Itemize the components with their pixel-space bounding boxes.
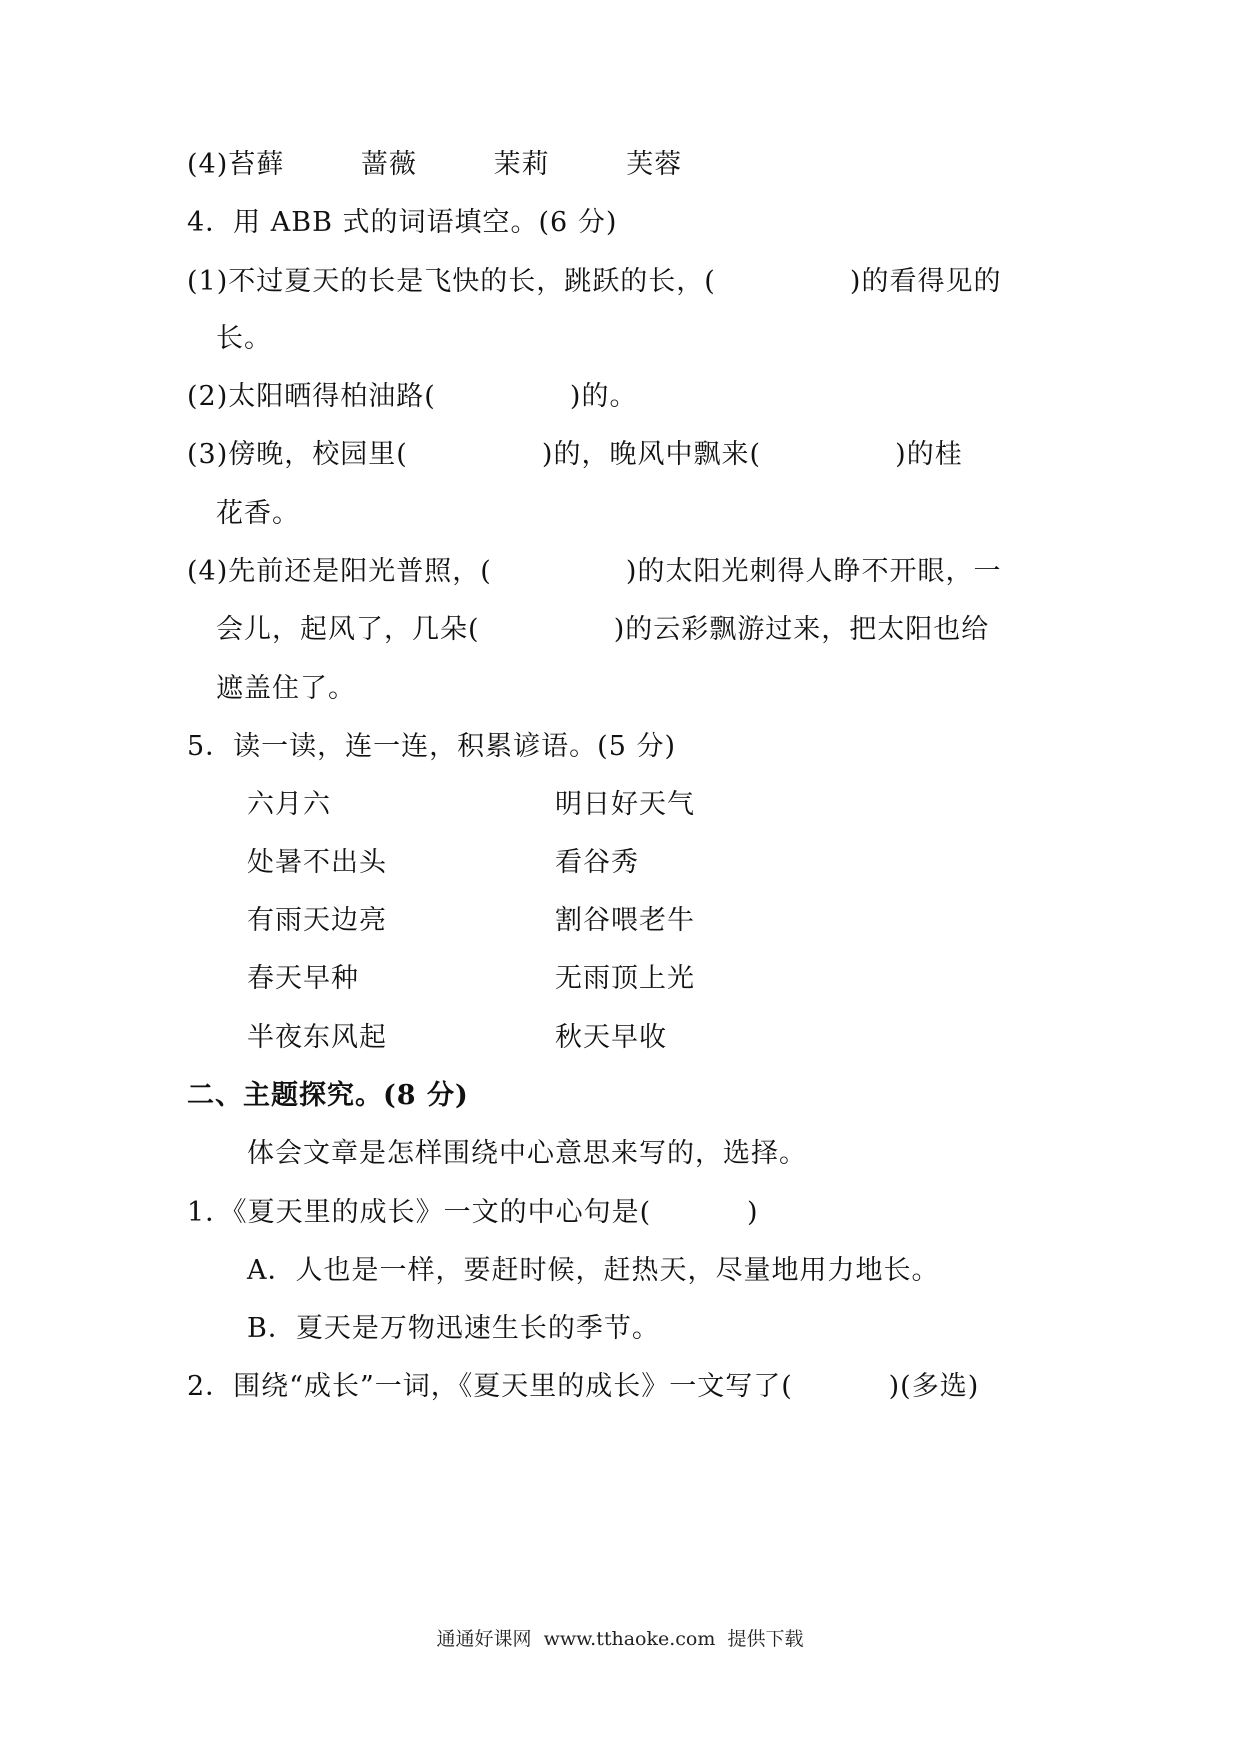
q4-3-line2: 花香。 [216, 498, 300, 529]
proverb-right-item[interactable]: 明日好天气 [555, 789, 695, 820]
q5-title: 5．读一读，连一连，积累谚语。(5 分) [187, 731, 677, 762]
q4-4-line2: 会儿，起风了，几朵( )的云彩飘游过来，把太阳也给 [216, 614, 990, 645]
q4-4-line3: 遮盖住了。 [216, 673, 356, 704]
proverb-left-item[interactable]: 处暑不出头 [247, 847, 387, 878]
proverb-left-item[interactable]: 有雨天边亮 [247, 905, 387, 936]
q4-1-line1: (1)不过夏天的长是飞快的长，跳跃的长，( )的看得见的 [187, 266, 1002, 297]
s2-q1-option-b[interactable]: B．夏天是万物迅速生长的季节。 [247, 1313, 660, 1344]
q4-3-line1: (3)傍晚，校园里( )的，晚风中飘来( )的桂 [187, 439, 963, 470]
section2-title: 二、主题探究。(8 分) [187, 1080, 469, 1111]
s2-q1: 1．《夏天里的成长》一文的中心句是( ) [187, 1197, 759, 1228]
proverb-left-item[interactable]: 半夜东风起 [247, 1022, 387, 1053]
q3-item-4: (4)苔藓 蔷薇 茉莉 芙蓉 [187, 149, 683, 180]
proverb-left-item[interactable]: 春天早种 [247, 963, 359, 994]
q4-4-line1: (4)先前还是阳光普照，( )的太阳光刺得人睁不开眼，一 [187, 556, 1002, 587]
q4-title: 4．用 ABB 式的词语填空。(6 分) [187, 207, 618, 238]
s2-q2: 2．围绕“成长”一词，《夏天里的成长》一文写了( )(多选) [187, 1371, 980, 1402]
q4-1-line2: 长。 [216, 323, 272, 354]
proverb-left-item[interactable]: 六月六 [247, 789, 331, 820]
proverb-right-item[interactable]: 无雨顶上光 [555, 963, 695, 994]
proverb-right-item[interactable]: 割谷喂老牛 [555, 905, 695, 936]
q4-2: (2)太阳晒得柏油路( )的。 [187, 381, 638, 412]
proverb-right-item[interactable]: 秋天早收 [555, 1022, 667, 1053]
proverb-right-item[interactable]: 看谷秀 [555, 847, 639, 878]
footer-source: 通通好课网 www.tthaoke.com 提供下载 [436, 1628, 804, 1650]
s2-q1-option-a[interactable]: A．人也是一样，要赶时候，赶热天，尽量地用力地长。 [247, 1255, 940, 1286]
section2-intro: 体会文章是怎样围绕中心意思来写的，选择。 [247, 1138, 807, 1169]
